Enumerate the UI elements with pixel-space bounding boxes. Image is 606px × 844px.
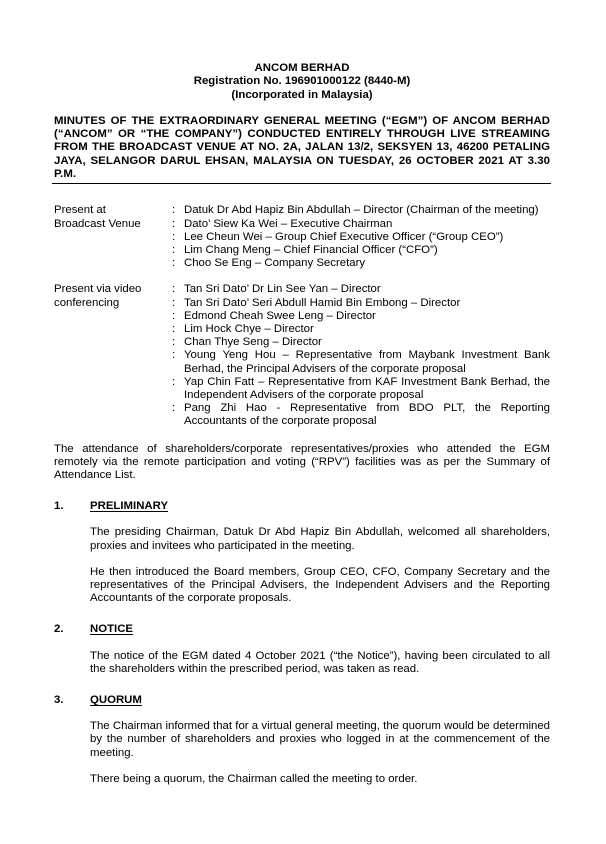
- attendee-row: : Choo Se Eng – Company Secretary: [172, 257, 550, 270]
- attendee-row: : Tan Sri Dato’ Dr Lin See Yan – Director: [172, 283, 550, 296]
- section-body: [90, 720, 550, 786]
- attendee-name: Edmond Cheah Swee Leng – Director: [184, 309, 376, 322]
- section-paragraph: There being a quorum, the Chairman called the meeting to order.: [90, 772, 418, 785]
- section-paragraph: The Chairman informed that for a virtual general meeting, the quorum would be determined by the number of shareholders and proxies who logged in at the commencement of the meeting.: [90, 720, 550, 759]
- section-paragraph: The notice of the EGM dated 4 October 2021 (“the Notice”), having been circulated to all the shareholders within the prescribed period, was taken as read.: [90, 649, 550, 675]
- section-title: QUORUM: [90, 694, 142, 707]
- attendee-name: Young Yeng Hou – Representative from Maybank Investment Bank Berhad, the Principal Advisers of the corporate proposal: [184, 349, 550, 375]
- section-quorum: [54, 694, 550, 786]
- section-heading: [54, 694, 550, 707]
- attendee-list: [172, 283, 550, 428]
- attendee-name: Chan Thye Seng – Director: [184, 336, 322, 349]
- attendee-row: : Lim Hock Chye – Director: [172, 323, 550, 336]
- attendee-row: : Chan Thye Seng – Director: [172, 336, 550, 349]
- registration-number: Registration No. 196901000122 (8440-M): [193, 75, 411, 88]
- attendee-name: Lee Cheun Wei – Group Chief Executive Officer (“Group CEO”): [184, 230, 504, 243]
- attendee-name: Datuk Dr Abd Hapiz Bin Abdullah – Director (Chairman of the meeting): [184, 204, 539, 217]
- company-name: ANCOM BERHAD: [254, 62, 350, 74]
- attendee-name: Tan Sri Dato’ Dr Lin See Yan – Director: [184, 283, 381, 296]
- attendance-label: Present at Broadcast Venue: [54, 204, 141, 230]
- attendee-row: : Pang Zhi Hao - Representative from BDO PLT, the Reporting Accountants of the corporate proposal: [172, 402, 550, 428]
- attendee-row: : Lee Cheun Wei – Group Chief Executive Officer (“Group CEO”): [172, 231, 550, 244]
- section-number: 3.: [54, 694, 64, 707]
- section-number: 2.: [54, 623, 64, 636]
- attendee-row: : Young Yeng Hou – Representative from Maybank Investment Bank Berhad, the Principal Advisers of the corporate proposal: [172, 349, 550, 375]
- company-header: [54, 62, 550, 102]
- minutes-title: MINUTES OF THE EXTRAORDINARY GENERAL MEETING (“EGM”) OF ANCOM BERHAD (“ANCOM” OR “THE COMPANY”) CONDUCTED ENTIRELY THROUGH LIVE STREAMING FROM THE BROADCAST VENUE AT NO. 2A, JALAN 13/2, SEKSYEN 13, 46200 PETALING JAYA, SELANGOR DARUL EHSAN, MALAYSIA ON TUESDAY, 26 OCTOBER 2021 AT 3.30 P.M.: [54, 114, 550, 181]
- attendee-list: [172, 204, 550, 270]
- attendee-name: Lim Chang Meng – Chief Financial Officer (“CFO”): [184, 243, 438, 256]
- attendance-video-conferencing: [54, 283, 550, 428]
- section-title: PRELIMINARY: [90, 500, 169, 513]
- title-divider: [52, 183, 551, 184]
- attendee-row: : Tan Sri Dato’ Seri Abdull Hamid Bin Embong – Director: [172, 297, 550, 310]
- attendee-name: Choo Se Eng – Company Secretary: [184, 257, 366, 270]
- section-heading: [54, 500, 550, 513]
- attendee-row: : Dato’ Siew Ka Wei – Executive Chairman: [172, 218, 550, 231]
- attendee-row: : Lim Chang Meng – Chief Financial Officer (“CFO”): [172, 244, 550, 257]
- attendance-label: Present via video conferencing: [54, 283, 142, 309]
- attendee-name: Tan Sri Dato’ Seri Abdull Hamid Bin Embong – Director: [184, 296, 461, 309]
- section-body: [90, 526, 550, 605]
- attendance-broadcast-venue: [54, 204, 550, 270]
- attendee-name: Yap Chin Fatt – Representative from KAF Investment Bank Berhad, the Independent Advisers of the corporate proposal: [184, 375, 550, 402]
- section-paragraph: He then introduced the Board members, Group CEO, CFO, Company Secretary and the representatives of the Principal Advisers, the Independent Advisers and the Reporting Accountants of the corporate proposals.: [90, 565, 550, 605]
- attendee-name: Dato’ Siew Ka Wei – Executive Chairman: [184, 217, 393, 230]
- document-page: [54, 62, 550, 786]
- attendee-row: : Yap Chin Fatt – Representative from KAF Investment Bank Berhad, the Independent Advisers of the corporate proposal: [172, 375, 550, 402]
- incorporation-note: (Incorporated in Malaysia): [231, 88, 373, 101]
- section-title: NOTICE: [90, 623, 134, 636]
- section-number: 1.: [54, 500, 64, 513]
- attendee-name: Pang Zhi Hao - Representative from BDO PLT, the Reporting Accountants of the corporate proposal: [184, 402, 550, 428]
- section-heading: [54, 623, 550, 636]
- section-body: [90, 650, 550, 676]
- attendee-name: Lim Hock Chye – Director: [184, 323, 314, 335]
- section-paragraph: The presiding Chairman, Datuk Dr Abd Hapiz Bin Abdullah, welcomed all shareholders, proxies and invitees who participated in the meeting.: [90, 526, 550, 552]
- section-notice: [54, 623, 550, 676]
- attendee-row: : Datuk Dr Abd Hapiz Bin Abdullah – Director (Chairman of the meeting): [172, 204, 550, 217]
- attendee-row: : Edmond Cheah Swee Leng – Director: [172, 310, 550, 323]
- attendance-summary: The attendance of shareholders/corporate representatives/proxies who attended the EGM remotely via the remote participation and voting (“RPV”) facilities was as per the Summary of Attendance List.: [54, 442, 550, 482]
- section-preliminary: [54, 500, 550, 605]
